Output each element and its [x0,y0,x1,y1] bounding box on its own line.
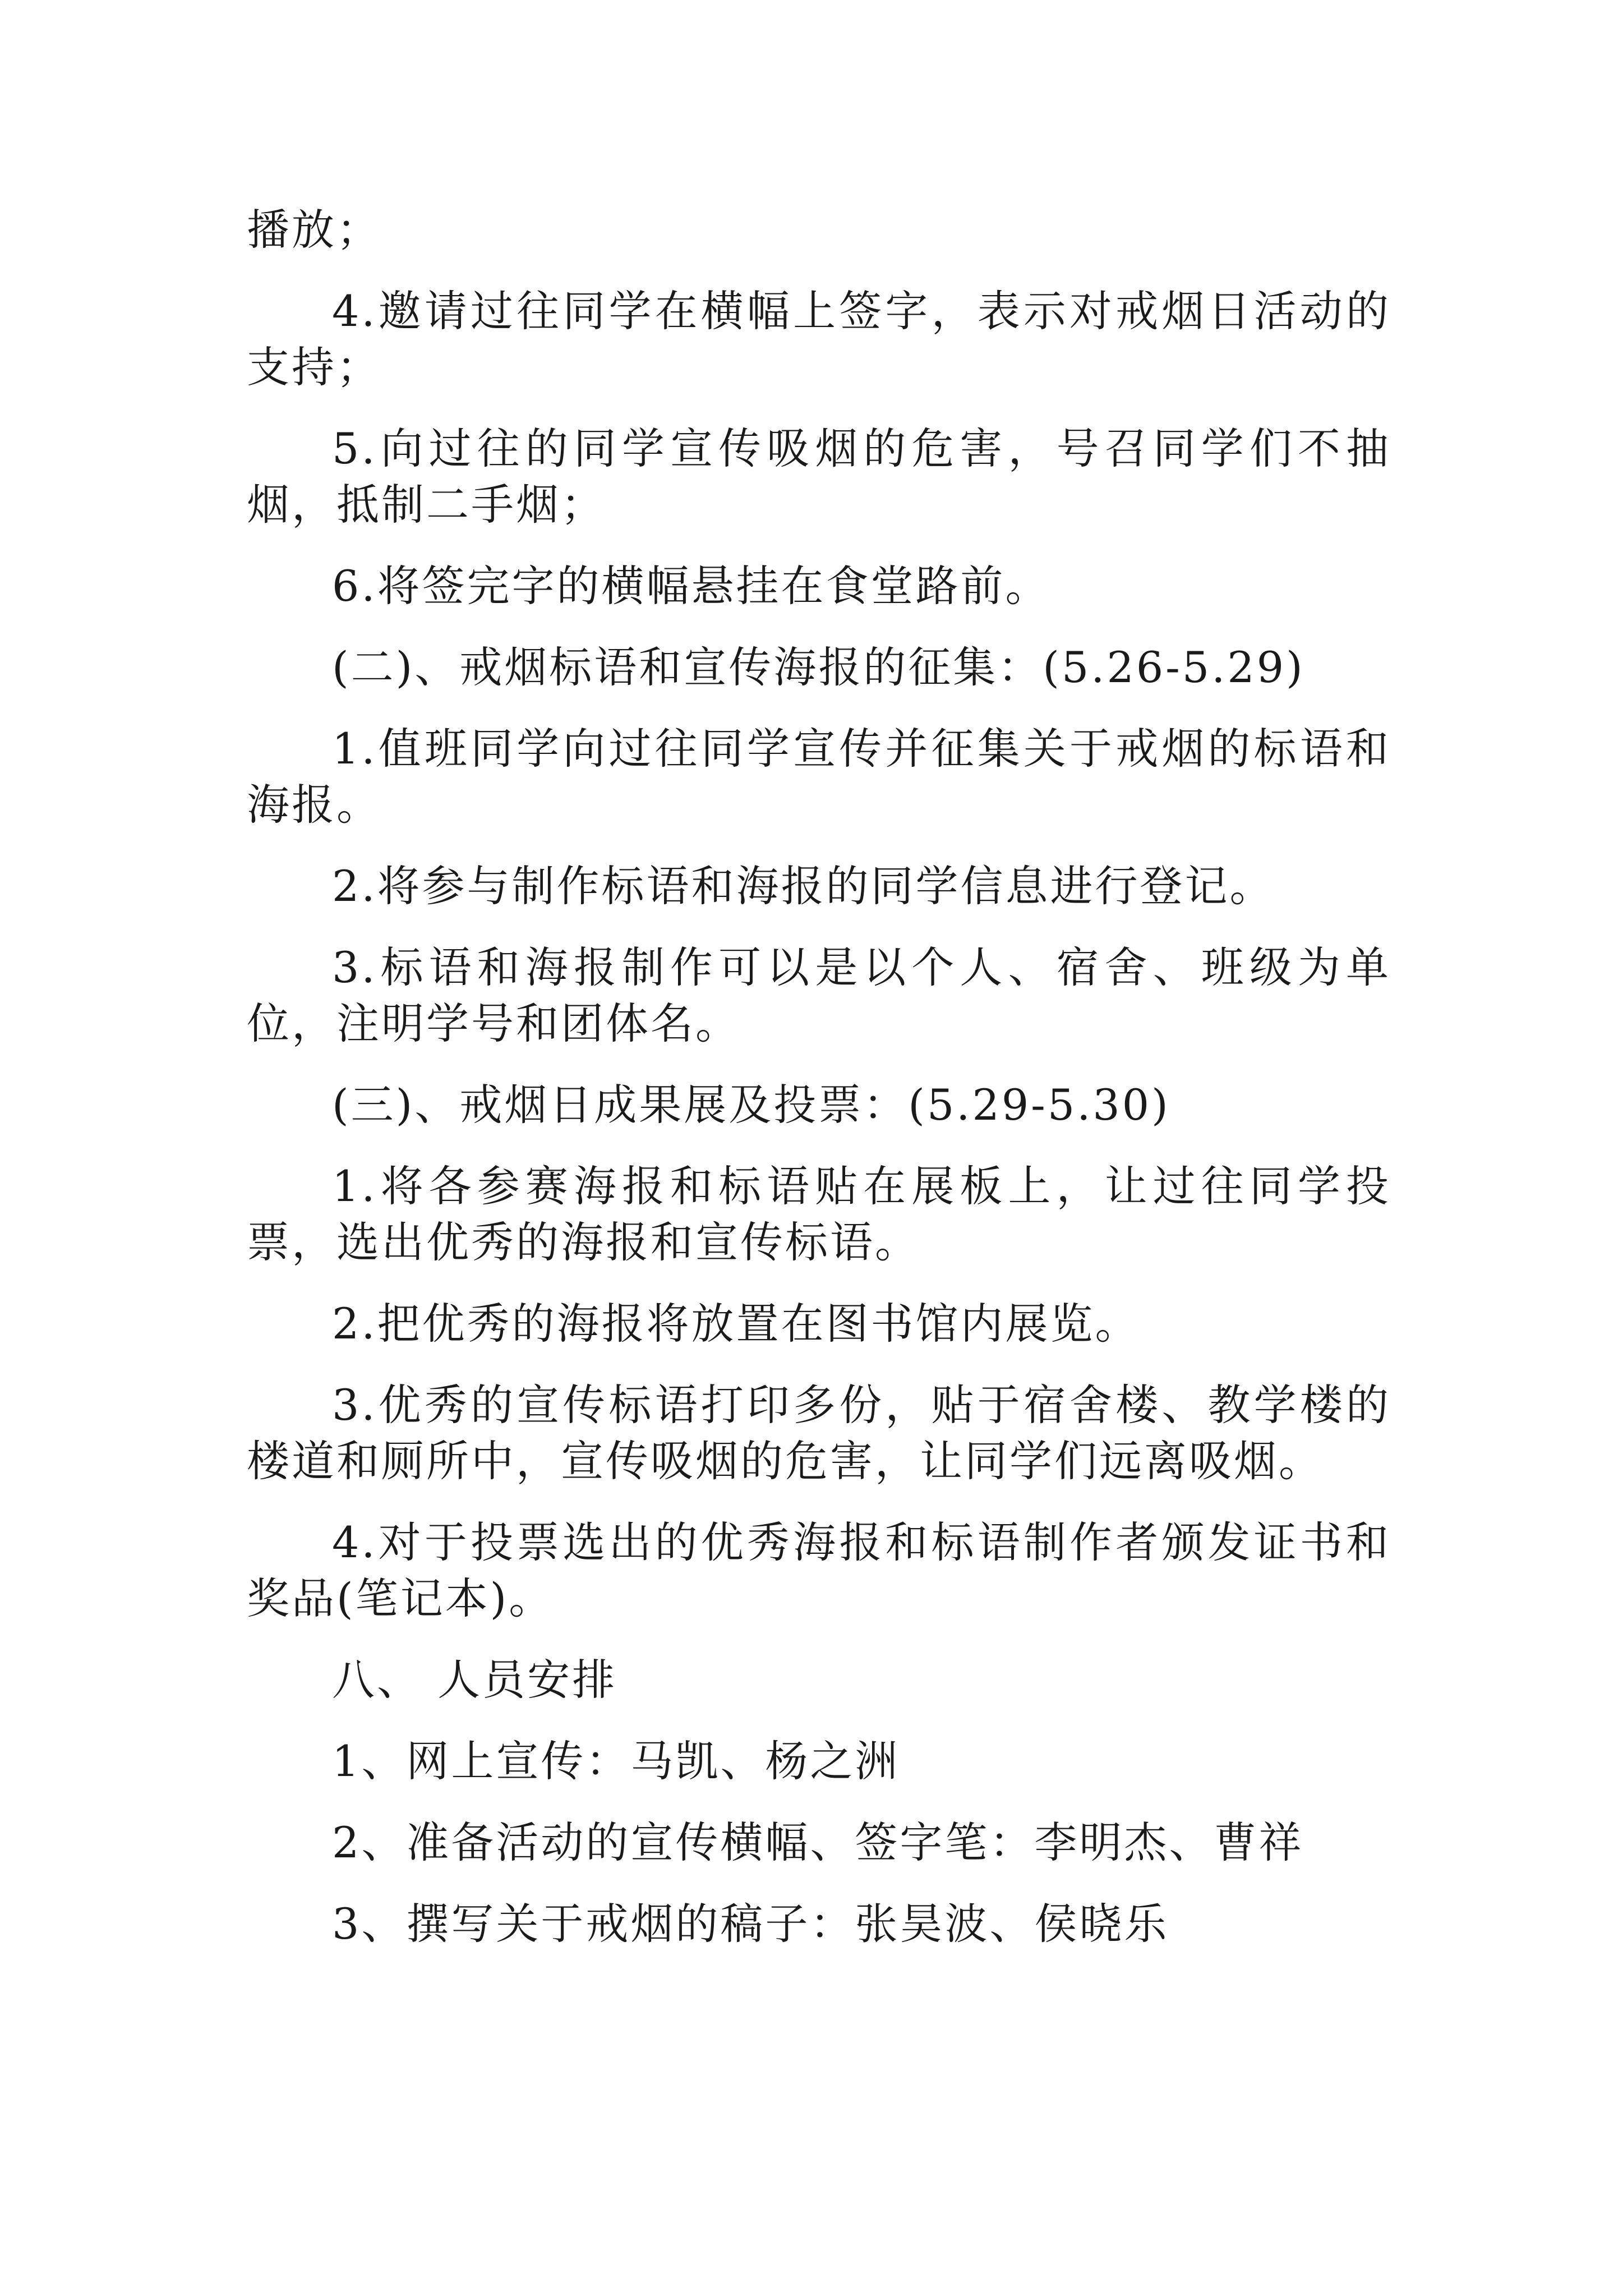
paragraph-item-5: 5.向过往的同学宣传吸烟的危害，号召同学们不抽烟，抵制二手烟； [247,424,1391,530]
document-body [247,202,1391,1977]
paragraph-item-2: 2.把优秀的海报将放置在图书馆内展览。 [332,1299,1140,1349]
paragraph-item-3: 3.优秀的宣传标语打印多份，贴于宿舍楼、教学楼的楼道和厕所中，宣传吸烟的危害，让同学们远离吸烟。 [247,1380,1391,1486]
paragraph-continuation: 播放； [247,205,381,255]
staff-item-1: 1、网上宣传：马凯、杨之洲 [332,1736,900,1786]
section-heading-2: (二)、戒烟标语和宣传海报的征集：(5.26-5.29) [332,642,1305,692]
staff-item-2: 2、准备活动的宣传横幅、签字笔：李明杰、曹祥 [332,1818,1304,1867]
paragraph-item-1: 1.值班同学向过往同学宣传并征集关于戒烟的标语和海报。 [247,724,1391,830]
paragraph-item-4: 4.对于投票选出的优秀海报和标语制作者颁发证书和奖品(笔记本)。 [247,1517,1391,1623]
paragraph-item-6: 6.将签完字的横幅悬挂在食堂路前。 [332,561,1050,611]
section-heading-3: (三)、戒烟日成果展及投票：(5.29-5.30) [332,1080,1170,1130]
paragraph-item-1: 1.将各参赛海报和标语贴在展板上，让过往同学投票，选出优秀的海报和宣传标语。 [247,1161,1391,1267]
section-heading-8: 八、 人员安排 [332,1655,617,1705]
paragraph-item-2: 2.将参与制作标语和海报的同学信息进行登记。 [332,861,1275,911]
staff-item-3: 3、撰写关于戒烟的稿子：张昊波、侯晓乐 [332,1899,1169,1949]
paragraph-item-3: 3.标语和海报制作可以是以个人、宿舍、班级为单位，注明学号和团体名。 [247,942,1391,1048]
paragraph-item-4: 4.邀请过往同学在横幅上签字，表示对戒烟日活动的支持； [247,286,1391,392]
